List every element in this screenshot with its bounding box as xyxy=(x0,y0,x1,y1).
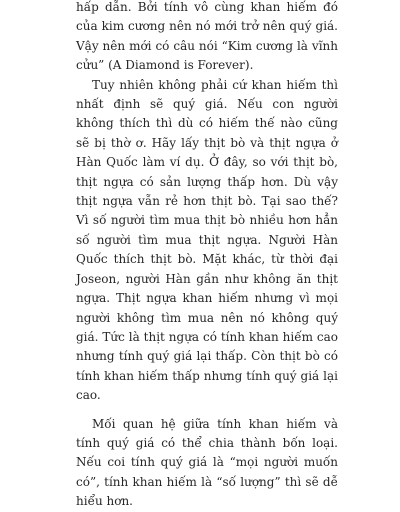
body-text xyxy=(76,0,338,512)
paragraph-2: Tuy nhiên không phải cứ khan hiếm thì nhất định sẽ quý giá. Nếu con người không thích thì dù có hiếm thế nào cũng sẽ bị thờ ơ. Hãy lấy thịt bò và thịt ngựa ở Hàn Quốc làm ví dụ. Ở đây, so với thịt bò, thịt ngựa có sản lượng thấp hơn. Dù vậy thịt ngựa vẫn rẻ hơn thịt bò. Tại sao thế? Vì số người tìm mua thịt bò nhiều hơn hẳn số người tìm mua thịt ngựa. Người Hàn Quốc thích thịt bò. Mặt khác, từ thời đại Joseon, người Hàn gần như không ăn thịt ngựa. Thịt ngựa khan hiếm nhưng vì mọi người không tìm mua nên nó không quý giá. Tức là thịt ngựa có tính khan hiếm cao nhưng tính quý giá lại thấp. Còn thịt bò có tính khan hiếm thấp nhưng tính quý giá lại cao. xyxy=(76,77,338,403)
paragraph-1: hấp dẫn. Bởi tính vô cùng khan hiếm đó của kim cương nên nó mới trở nên quý giá. Vậy nên mới có câu nói “Kim cương là vĩnh cửu” (A Diamond is Forever). xyxy=(76,0,338,73)
paragraph-3: Mối quan hệ giữa tính khan hiếm và tính quý giá có thể chia thành bốn loại. Nếu coi tính quý giá là “mọi người muốn có”, tính khan hiếm là “số lượng” thì sẽ dễ hiểu hơn. xyxy=(76,416,338,509)
